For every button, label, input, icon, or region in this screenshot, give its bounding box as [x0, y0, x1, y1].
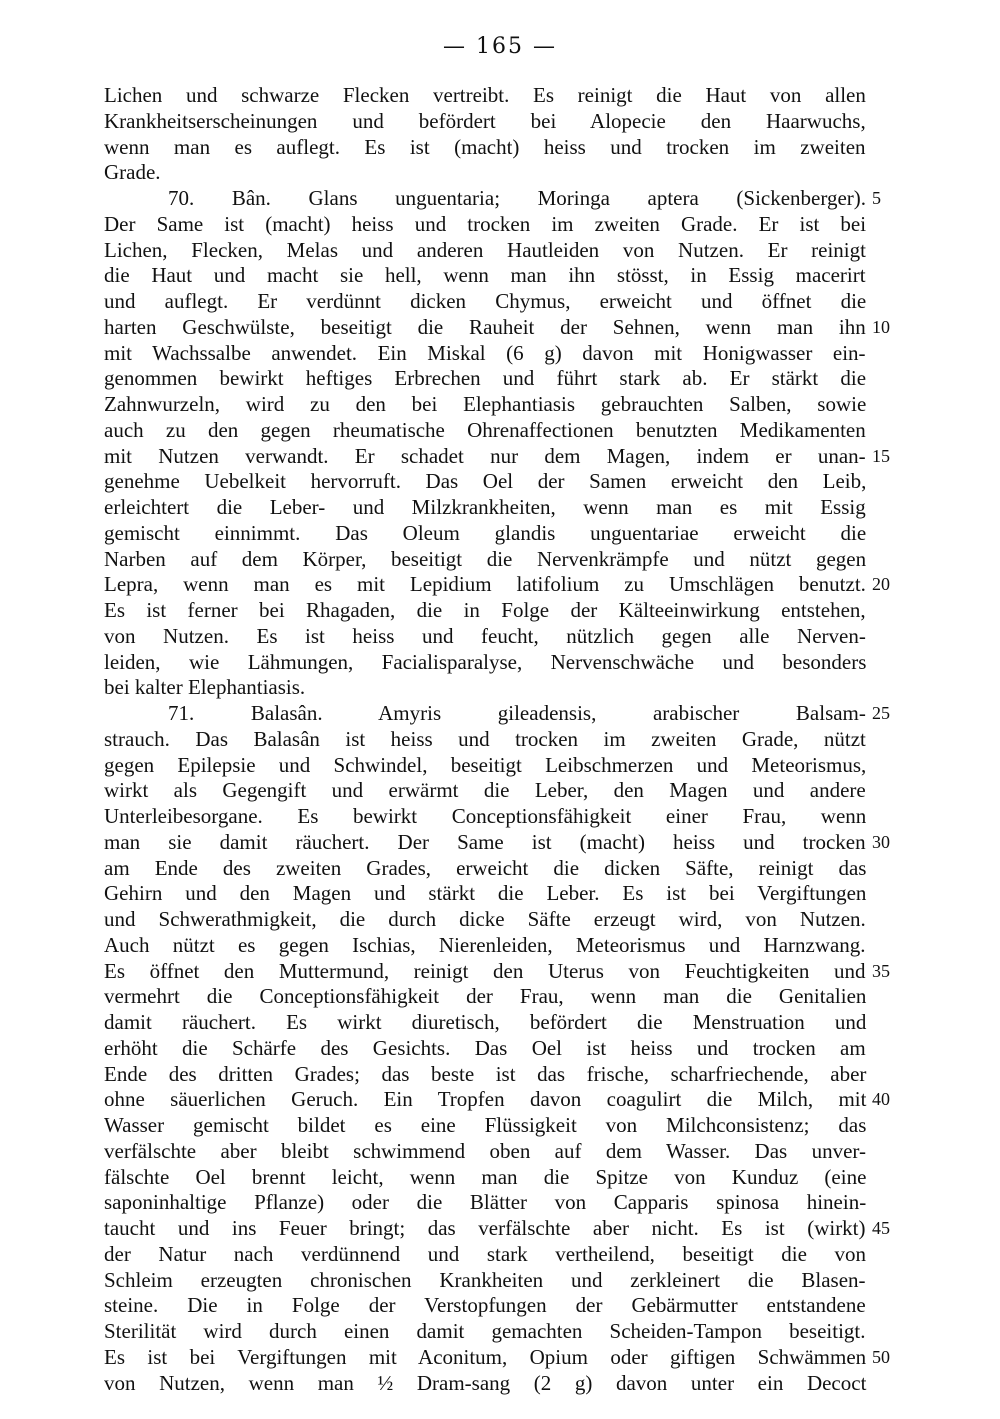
text-line: Lepra, wenn man es mit Lepidium latifolium zu Umschlägen benutzt.	[104, 572, 866, 597]
text-line: Grade.	[104, 160, 161, 185]
text-line: bei kalter Elephantiasis.	[104, 675, 306, 700]
text-line: von Nutzen, wenn man ½ Dram-sang (2 g) davon unter ein Decoct	[104, 1370, 867, 1395]
text-line: Gehirn und den Magen und stärkt die Leber. Es ist bei Vergiftungen	[104, 881, 867, 906]
text-line: die Haut und macht sie hell, wenn man ihn stösst, in Essig macerirt	[104, 263, 866, 288]
line-number: 15	[872, 445, 890, 466]
text-line: ohne säuerlichen Geruch. Ein Tropfen davon coagulirt die Milch, mit	[104, 1087, 867, 1112]
text-line: verfälschte aber bleibt schwimmend oben auf dem Wasser. Das unver-	[104, 1138, 866, 1163]
text-line: und Schwerathmigkeit, die durch dicke Säfte erzeugt wird, von Nutzen.	[104, 907, 866, 931]
text-line: gemischt einnimmt. Das Oleum glandis unguentariae erweicht die	[104, 520, 867, 545]
line-number: 5	[872, 188, 881, 208]
line-number: 30	[872, 831, 890, 852]
text-line: mit Nutzen verwandt. Er schadet nur dem Magen, indem er unan-	[104, 443, 866, 468]
line-number: 20	[872, 574, 890, 595]
line-number: 50	[872, 1346, 890, 1367]
text-line: 70. Bân. Glans unguentaria; Moringa aptera (Sickenberger).	[168, 186, 867, 210]
text-line: Unterleibesorgane. Es bewirkt Conceptionsfähigkeit einer Frau, wenn	[104, 804, 867, 828]
text-line: Narben auf dem Körper, beseitigt die Nervenkrämpfe und nützt gegen	[104, 546, 867, 571]
text-line: auch zu den gegen rheumatische Ohrenaffectionen benutzten Medikamenten	[104, 417, 866, 442]
text-line: 71. Balasân. Amyris gileadensis, arabischer Balsam-	[168, 701, 866, 725]
text-line: taucht und ins Feuer bringt; das verfälschte aber nicht. Es ist (wirkt)	[104, 1216, 866, 1240]
text-line: Schleim erzeugten chronischen Krankheiten und zerkleinert die Blasen-	[104, 1267, 866, 1292]
text-line: der Natur nach verdünnend und stark vertheilend, beseitigt die von	[104, 1241, 866, 1266]
text-line: wirkt als Gegengift und erwärmt die Leber, den Magen und andere	[104, 778, 866, 803]
text-line: erleichtert die Leber- und Milzkrankheiten, wenn man es mit Essig	[104, 495, 866, 519]
text-line: harten Geschwülste, beseitigt die Rauheit der Sehnen, wenn man ihn	[104, 314, 866, 339]
text-line: von Nutzen. Es ist heiss und feucht, nützlich gegen alle Nerven-	[104, 623, 866, 648]
text-line: wenn man es auflegt. Es ist (macht) heiss und trocken im zweiten	[104, 134, 866, 159]
line-number: 25	[872, 703, 890, 723]
line-number: 35	[872, 960, 890, 981]
text-line: Sterilität wird durch einen damit gemachten Scheiden-Tampon beseitigt.	[104, 1319, 866, 1343]
text-line: damit räuchert. Es wirkt diuretisch, befördert die Menstruation und	[104, 1010, 867, 1034]
text-line: Der Same ist (macht) heiss und trocken im zweiten Grade. Er ist bei	[104, 211, 867, 236]
text-line: am Ende des zweiten Grades, erweicht die dicken Säfte, reinigt das	[104, 855, 867, 880]
page-number: — 165 —	[443, 34, 557, 59]
text-line: Krankheitserscheinungen und befördert bei Alopecie den Haarwuchs,	[104, 108, 866, 133]
text-line: Es öffnet den Muttermund, reinigt den Uterus von Feuchtigkeiten und	[104, 958, 866, 983]
text-line: man sie damit räuchert. Der Same ist (macht) heiss und trocken	[104, 829, 866, 854]
text-line: mit Wachssalbe anwendet. Ein Miskal (6 g) davon mit Honigwasser ein-	[104, 340, 866, 365]
text-line: Zahnwurzeln, wird zu den bei Elephantiasis gebrauchten Salben, sowie	[104, 392, 867, 416]
text-line: saponinhaltige Pflanze) oder die Blätter von Capparis spinosa hinein-	[104, 1190, 867, 1215]
text-line: gegen Epilepsie und Schwindel, beseitigt Leibschmerzen und Meteorismus,	[104, 752, 867, 777]
text-line: Lichen und schwarze Flecken vertreibt. Es reinigt die Haut von allen	[104, 83, 866, 107]
line-number: 40	[872, 1089, 890, 1110]
text-line: fälschte Oel brennt leicht, wenn man die Spitze von Kunduz (eine	[104, 1164, 867, 1189]
text-line: Es ist ferner bei Rhagaden, die in Folge der Kälteeinwirkung entstehen,	[104, 598, 866, 622]
text-line: genehme Uebelkeit hervorruft. Das Oel der Samen erweicht den Leib,	[104, 469, 867, 494]
text-line: Wasser gemischt bildet es eine Flüssigkeit von Milchconsistenz; das	[104, 1113, 867, 1137]
text-line: leiden, wie Lähmungen, Facialisparalyse, Nervenschwäche und besonders	[104, 649, 867, 674]
text-line: steine. Die in Folge der Verstopfungen der Gebärmutter entstandene	[104, 1293, 866, 1318]
text-line: strauch. Das Balasân ist heiss und trocken im zweiten Grade, nützt	[104, 726, 866, 751]
text-line: Auch nützt es gegen Ischias, Nierenleiden, Meteorismus und Harnzwang.	[104, 932, 866, 957]
text-line: Lichen, Flecken, Melas und anderen Hautleiden von Nutzen. Er reinigt	[104, 237, 866, 262]
text-line: vermehrt die Conceptionsfähigkeit der Frau, wenn man die Genitalien	[104, 984, 867, 1009]
line-number: 45	[872, 1218, 890, 1238]
line-number: 10	[872, 316, 890, 337]
text-line: Es ist bei Vergiftungen mit Aconitum, Opium oder giftigen Schwämmen	[104, 1344, 867, 1369]
text-line: genommen bewirkt heftiges Erbrechen und führt stark ab. Er stärkt die	[104, 366, 867, 391]
text-line: Ende des dritten Grades; das beste ist das frische, scharfriechende, aber	[104, 1061, 867, 1086]
text-line: und auflegt. Er verdünnt dicken Chymus, erweicht und öffnet die	[104, 289, 867, 313]
text-line: erhöht die Schärfe des Gesichts. Das Oel ist heiss und trocken am	[104, 1035, 866, 1060]
